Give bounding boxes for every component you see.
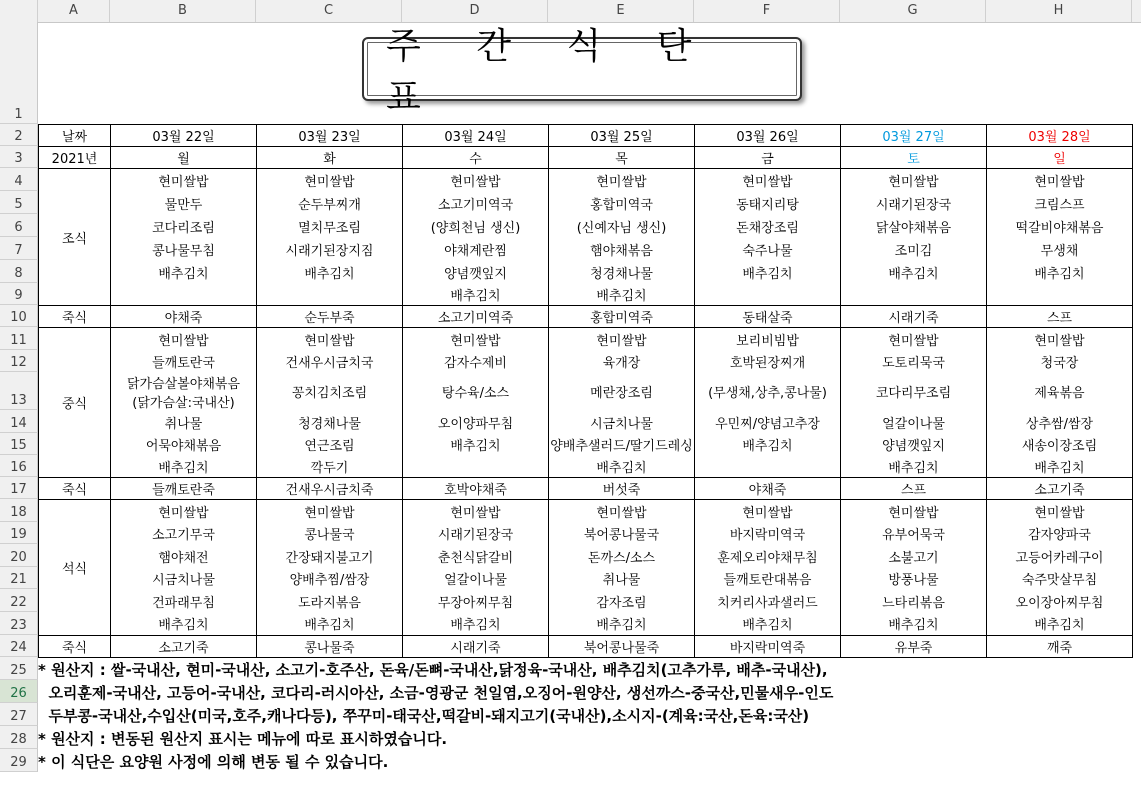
dinner-item[interactable]: 취나물 xyxy=(549,568,695,590)
dinner-item[interactable]: 감자양파국 xyxy=(987,523,1133,545)
breakfast-item[interactable] xyxy=(841,284,987,306)
breakfast-item[interactable]: 시래기된장국 xyxy=(841,192,987,215)
dinner-item[interactable]: 들깨토란대볶음 xyxy=(695,568,841,590)
row-header-7[interactable]: 7 xyxy=(0,237,38,260)
table-row xyxy=(39,238,1133,261)
dinner-item[interactable]: 무장아찌무침 xyxy=(403,590,549,613)
select-all-corner[interactable] xyxy=(0,0,38,22)
row-header-1[interactable]: 1 xyxy=(0,22,38,124)
dinner-item[interactable]: 감자조림 xyxy=(549,590,695,613)
lunch-item[interactable]: 현미쌀밥 xyxy=(257,328,403,351)
breakfast-item[interactable]: 현미쌀밥 xyxy=(695,169,841,192)
row-header-24[interactable]: 24 xyxy=(0,635,38,657)
note-line: 오리훈제-국내산, 고등어-국내산, 코다리-러시아산, 소금-영광군 천일염,오징어-원양산, 생선까스-중국산,민물새우-인도 xyxy=(38,684,834,702)
lunch-item[interactable]: 배추김치 xyxy=(695,434,841,456)
breakfast-item[interactable]: 닭살야채볶음 xyxy=(841,215,987,238)
breakfast-item[interactable]: (양희천님 생신) xyxy=(403,215,549,238)
row-header-8[interactable]: 8 xyxy=(0,260,38,283)
row-header-20[interactable]: 20 xyxy=(0,544,38,567)
table-row xyxy=(39,328,1133,351)
weekday-cell[interactable]: 목 xyxy=(549,147,695,169)
row-header-11[interactable]: 11 xyxy=(0,327,38,350)
dinner-item[interactable]: 간장돼지불고기 xyxy=(257,545,403,568)
breakfast-item[interactable]: 햄야채볶음 xyxy=(549,238,695,261)
table-row xyxy=(39,545,1133,568)
table-row xyxy=(39,261,1133,284)
porridge-label[interactable]: 죽식 xyxy=(39,636,111,658)
table-row xyxy=(39,169,1133,192)
porridge-item[interactable]: 깨죽 xyxy=(987,636,1133,658)
breakfast-item[interactable]: 멸치무조림 xyxy=(257,215,403,238)
table-row xyxy=(39,613,1133,636)
breakfast-item[interactable]: 배추김치 xyxy=(695,261,841,284)
lunch-item[interactable]: 감자수제비 xyxy=(403,351,549,373)
table-row xyxy=(39,456,1133,478)
porridge-item[interactable]: 소고기죽 xyxy=(111,636,257,658)
lunch-item[interactable]: 코다리무조림 xyxy=(841,373,987,411)
row-header-4[interactable]: 4 xyxy=(0,168,38,191)
breakfast-item[interactable]: 배추김치 xyxy=(549,284,695,306)
lunch-item[interactable]: 얼갈이나물 xyxy=(841,411,987,434)
date-cell[interactable]: 03월 24일 xyxy=(403,125,549,147)
porridge-item[interactable]: 야채죽 xyxy=(111,306,257,328)
lunch-item[interactable]: 상추쌈/쌈장 xyxy=(987,411,1133,434)
porridge-item[interactable]: 들깨토란죽 xyxy=(111,478,257,500)
table-row xyxy=(39,192,1133,215)
dinner-item[interactable]: 배추김치 xyxy=(987,613,1133,636)
dinner-item[interactable]: 현미쌀밥 xyxy=(841,500,987,523)
column-header-a[interactable]: A xyxy=(38,0,110,22)
dinner-item[interactable]: 배추김치 xyxy=(841,613,987,636)
breakfast-item[interactable]: 무생채 xyxy=(987,238,1133,261)
date-label[interactable]: 날짜 xyxy=(39,125,111,147)
lunch-item[interactable]: 현미쌀밥 xyxy=(403,328,549,351)
dinner-item[interactable]: 건파래무침 xyxy=(111,590,257,613)
lunch-item[interactable]: 양념깻잎지 xyxy=(841,434,987,456)
weekday-cell[interactable]: 월 xyxy=(111,147,257,169)
dinner-item[interactable]: 현미쌀밥 xyxy=(987,500,1133,523)
row-header-16[interactable]: 16 xyxy=(0,455,38,477)
lunch-item[interactable]: 탕수육/소스 xyxy=(403,373,549,411)
column-header-b[interactable]: B xyxy=(110,0,256,22)
dinner-item[interactable]: 양배추찜/쌈장 xyxy=(257,568,403,590)
row-header-14[interactable]: 14 xyxy=(0,410,38,433)
row-header-6[interactable]: 6 xyxy=(0,214,38,237)
breakfast-item[interactable]: 숙주나물 xyxy=(695,238,841,261)
lunch-item[interactable]: 배추김치 xyxy=(111,456,257,478)
breakfast-item[interactable]: 코다리조림 xyxy=(111,215,257,238)
porridge-item[interactable]: 스프 xyxy=(987,306,1133,328)
porridge-item[interactable]: 야채죽 xyxy=(695,478,841,500)
lunch-item[interactable]: 꽁치김치조림 xyxy=(257,373,403,411)
dinner-item[interactable]: 숙주맛살무침 xyxy=(987,568,1133,590)
row-header-27[interactable]: 27 xyxy=(0,703,38,726)
dinner-item[interactable]: 현미쌀밥 xyxy=(111,500,257,523)
lunch-item[interactable]: 현미쌀밥 xyxy=(111,328,257,351)
column-header-f[interactable]: F xyxy=(694,0,840,22)
lunch-item[interactable]: 청경채나물 xyxy=(257,411,403,434)
weekday-cell[interactable]: 일 xyxy=(987,147,1133,169)
breakfast-item[interactable]: 청경채나물 xyxy=(549,261,695,284)
porridge-item[interactable]: 소고기미역죽 xyxy=(403,306,549,328)
porridge-item[interactable]: 건새우시금치죽 xyxy=(257,478,403,500)
row-header-23[interactable]: 23 xyxy=(0,612,38,635)
dinner-item[interactable]: 콩나물국 xyxy=(257,523,403,545)
table-row xyxy=(39,306,1133,328)
lunch-item[interactable]: 현미쌀밥 xyxy=(841,328,987,351)
breakfast-item[interactable]: 떡갈비야채볶음 xyxy=(987,215,1133,238)
row-header-29[interactable]: 29 xyxy=(0,749,38,772)
row-header-28[interactable]: 28 xyxy=(0,726,38,749)
breakfast-item[interactable]: 시래기된장지짐 xyxy=(257,238,403,261)
breakfast-item[interactable] xyxy=(695,284,841,306)
weekday-cell[interactable]: 금 xyxy=(695,147,841,169)
lunch-item[interactable]: 오이양파무침 xyxy=(403,411,549,434)
porridge-item[interactable]: 콩나물죽 xyxy=(257,636,403,658)
dinner-item[interactable]: 오이장아찌무침 xyxy=(987,590,1133,613)
dinner-item[interactable]: 춘천식닭갈비 xyxy=(403,545,549,568)
column-header-h[interactable]: H xyxy=(986,0,1132,22)
lunch-item[interactable]: 현미쌀밥 xyxy=(987,328,1133,351)
lunch-item[interactable]: 양배추샐러드/딸기드레싱 xyxy=(549,434,695,456)
dinner-item[interactable]: 현미쌀밥 xyxy=(695,500,841,523)
breakfast-item[interactable]: 배추김치 xyxy=(257,261,403,284)
lunch-item[interactable] xyxy=(695,456,841,478)
breakfast-item[interactable]: 현미쌀밥 xyxy=(403,169,549,192)
lunch-item[interactable]: 시금치나물 xyxy=(549,411,695,434)
porridge-item[interactable]: 스프 xyxy=(841,478,987,500)
breakfast-item[interactable]: 배추김치 xyxy=(841,261,987,284)
breakfast-item[interactable]: 돈채장조림 xyxy=(695,215,841,238)
porridge-item[interactable]: 순두부죽 xyxy=(257,306,403,328)
table-row xyxy=(39,147,1133,169)
dinner-item[interactable]: 소고기무국 xyxy=(111,523,257,545)
porridge-item[interactable]: 호박야채죽 xyxy=(403,478,549,500)
menu-title: 주 간 식 단 표 xyxy=(362,37,802,101)
weekday-cell[interactable]: 토 xyxy=(841,147,987,169)
lunch-item[interactable]: 깍두기 xyxy=(257,456,403,478)
row-header-9[interactable]: 9 xyxy=(0,283,38,305)
dinner-item[interactable]: 소불고기 xyxy=(841,545,987,568)
lunch-item[interactable]: 현미쌀밥 xyxy=(549,328,695,351)
porridge-item[interactable]: 동태살죽 xyxy=(695,306,841,328)
year-label[interactable]: 2021년 xyxy=(39,147,111,169)
lunch-item[interactable] xyxy=(403,456,549,478)
breakfast-item[interactable]: 배추김치 xyxy=(987,261,1133,284)
table-row xyxy=(39,590,1133,613)
row-header-19[interactable]: 19 xyxy=(0,522,38,544)
breakfast-item[interactable]: 순두부찌개 xyxy=(257,192,403,215)
lunch-item[interactable]: 연근조림 xyxy=(257,434,403,456)
table-row xyxy=(39,434,1133,456)
lunch-label[interactable]: 중식 xyxy=(39,328,111,478)
breakfast-item[interactable]: 배추김치 xyxy=(111,261,257,284)
column-header-g[interactable]: G xyxy=(840,0,986,22)
porridge-item[interactable]: 버섯죽 xyxy=(549,478,695,500)
lunch-item[interactable]: (무생채,상추,콩나물) xyxy=(695,373,841,411)
date-cell[interactable]: 03월 28일 xyxy=(987,125,1133,147)
table-row xyxy=(39,284,1133,306)
breakfast-item[interactable]: 동태지리탕 xyxy=(695,192,841,215)
row-header-22[interactable]: 22 xyxy=(0,589,38,612)
dinner-item[interactable]: 시래기된장국 xyxy=(403,523,549,545)
lunch-item[interactable]: 새송이장조림 xyxy=(987,434,1133,456)
row-header-25[interactable]: 25 xyxy=(0,657,38,680)
row-header-15[interactable]: 15 xyxy=(0,433,38,455)
dinner-item[interactable]: 시금치나물 xyxy=(111,568,257,590)
lunch-item[interactable]: 도토리묵국 xyxy=(841,351,987,373)
note-line: * 원산지 : 쌀-국내산, 현미-국내산, 소고기-호주산, 돈육/돈뼈-국내산,닭정육-국내산, 배추김치(고추가루, 배추-국내산), xyxy=(38,661,828,679)
note-line: * 원산지 : 변동된 원산지 표시는 메뉴에 따로 표시하였습니다. xyxy=(38,730,448,748)
lunch-item[interactable]: 호박된장찌개 xyxy=(695,351,841,373)
table-row xyxy=(39,478,1133,500)
dinner-label[interactable]: 석식 xyxy=(39,500,111,636)
row-header-3[interactable]: 3 xyxy=(0,146,38,168)
breakfast-item[interactable] xyxy=(987,284,1133,306)
lunch-item[interactable]: 닭가슴살볼야채볶음 (닭가슴살:국내산) xyxy=(111,373,257,411)
table-row xyxy=(39,351,1133,373)
row-header-13[interactable]: 13 xyxy=(0,372,38,410)
menu-table xyxy=(38,124,1133,658)
porridge-item[interactable]: 시래기죽 xyxy=(841,306,987,328)
row-header-10[interactable]: 10 xyxy=(0,305,38,327)
dinner-item[interactable]: 북어콩나물국 xyxy=(549,523,695,545)
porridge-item[interactable]: 바지락미역죽 xyxy=(695,636,841,658)
breakfast-item[interactable]: 홍합미역국 xyxy=(549,192,695,215)
table-row xyxy=(39,523,1133,545)
table-row xyxy=(39,636,1133,658)
breakfast-item[interactable]: 조미김 xyxy=(841,238,987,261)
dinner-item[interactable]: 햄야채전 xyxy=(111,545,257,568)
lunch-item[interactable]: 건새우시금치국 xyxy=(257,351,403,373)
breakfast-item[interactable]: 배추김치 xyxy=(403,284,549,306)
lunch-item[interactable]: 어묵야채볶음 xyxy=(111,434,257,456)
date-cell[interactable]: 03월 27일 xyxy=(841,125,987,147)
dinner-item[interactable]: 도라지볶음 xyxy=(257,590,403,613)
lunch-item[interactable]: 들깨토란국 xyxy=(111,351,257,373)
breakfast-item[interactable]: 물만두 xyxy=(111,192,257,215)
table-row xyxy=(39,500,1133,523)
date-cell[interactable]: 03월 22일 xyxy=(111,125,257,147)
dinner-item[interactable]: 배추김치 xyxy=(111,613,257,636)
table-row xyxy=(39,215,1133,238)
row-header-2[interactable]: 2 xyxy=(0,124,38,146)
lunch-item[interactable]: 배추김치 xyxy=(549,456,695,478)
date-cell[interactable]: 03월 25일 xyxy=(549,125,695,147)
dinner-item[interactable]: 방풍나물 xyxy=(841,568,987,590)
dinner-item[interactable]: 훈제오리야채무침 xyxy=(695,545,841,568)
porridge-item[interactable]: 소고기죽 xyxy=(987,478,1133,500)
porridge-item[interactable]: 유부죽 xyxy=(841,636,987,658)
breakfast-item[interactable]: 콩나물무침 xyxy=(111,238,257,261)
dinner-item[interactable]: 배추김치 xyxy=(549,613,695,636)
column-header-c[interactable]: C xyxy=(256,0,402,22)
dinner-item[interactable]: 배추김치 xyxy=(257,613,403,636)
porridge-label[interactable]: 죽식 xyxy=(39,478,111,500)
dinner-item[interactable]: 바지락미역국 xyxy=(695,523,841,545)
breakfast-label[interactable]: 조식 xyxy=(39,169,111,306)
breakfast-item[interactable]: 소고기미역국 xyxy=(403,192,549,215)
porridge-label[interactable]: 죽식 xyxy=(39,306,111,328)
lunch-item[interactable]: 취나물 xyxy=(111,411,257,434)
row-header-12[interactable]: 12 xyxy=(0,350,38,372)
table-row xyxy=(39,568,1133,590)
lunch-item[interactable]: 배추김치 xyxy=(841,456,987,478)
date-cell[interactable]: 03월 23일 xyxy=(257,125,403,147)
breakfast-item[interactable]: 현미쌀밥 xyxy=(257,169,403,192)
row-header-21[interactable]: 21 xyxy=(0,567,38,589)
breakfast-item[interactable]: 현미쌀밥 xyxy=(549,169,695,192)
dinner-item[interactable]: 배추김치 xyxy=(403,613,549,636)
table-row xyxy=(39,373,1133,411)
table-row xyxy=(39,411,1133,434)
dinner-item[interactable]: 고등어카레구이 xyxy=(987,545,1133,568)
dinner-item[interactable]: 현미쌀밥 xyxy=(549,500,695,523)
dinner-item[interactable]: 현미쌀밥 xyxy=(403,500,549,523)
lunch-item[interactable]: 배추김치 xyxy=(987,456,1133,478)
weekday-cell[interactable]: 수 xyxy=(403,147,549,169)
dinner-item[interactable]: 유부어묵국 xyxy=(841,523,987,545)
date-cell[interactable]: 03월 26일 xyxy=(695,125,841,147)
row-header-18[interactable]: 18 xyxy=(0,499,38,522)
breakfast-item[interactable] xyxy=(257,284,403,306)
breakfast-item[interactable]: (신예자님 생신) xyxy=(549,215,695,238)
lunch-item[interactable]: 보리비빔밥 xyxy=(695,328,841,351)
breakfast-item[interactable]: 야채계란찜 xyxy=(403,238,549,261)
breakfast-item[interactable]: 현미쌀밥 xyxy=(111,169,257,192)
weekday-cell[interactable]: 화 xyxy=(257,147,403,169)
porridge-item[interactable]: 북어콩나물죽 xyxy=(549,636,695,658)
note-line: 두부콩-국내산,수입산(미국,호주,캐나다등), 쭈꾸미-태국산,떡갈비-돼지고기(국내산),소시지-(계육:국산,돈육:국산) xyxy=(38,707,810,725)
porridge-item[interactable]: 홍합미역죽 xyxy=(549,306,695,328)
row-header-5[interactable]: 5 xyxy=(0,191,38,214)
porridge-item[interactable]: 시래기죽 xyxy=(403,636,549,658)
breakfast-item[interactable]: 크림스프 xyxy=(987,192,1133,215)
lunch-item[interactable]: 우민찌/양념고추장 xyxy=(695,411,841,434)
dinner-item[interactable]: 돈까스/소스 xyxy=(549,545,695,568)
dinner-item[interactable]: 치커리사과샐러드 xyxy=(695,590,841,613)
note-line: * 이 식단은 요양원 사정에 의해 변동 될 수 있습니다. xyxy=(38,753,389,771)
breakfast-item[interactable]: 현미쌀밥 xyxy=(987,169,1133,192)
dinner-item[interactable]: 배추김치 xyxy=(695,613,841,636)
lunch-item[interactable]: 제육볶음 xyxy=(987,373,1133,411)
lunch-item[interactable]: 청국장 xyxy=(987,351,1133,373)
lunch-item[interactable]: 배추김치 xyxy=(403,434,549,456)
dinner-item[interactable]: 현미쌀밥 xyxy=(257,500,403,523)
lunch-item[interactable]: 육개장 xyxy=(549,351,695,373)
dinner-item[interactable]: 느타리볶음 xyxy=(841,590,987,613)
row-header-26[interactable]: 26 xyxy=(0,680,38,703)
breakfast-item[interactable]: 현미쌀밥 xyxy=(841,169,987,192)
row-header-17[interactable]: 17 xyxy=(0,477,38,499)
column-header-d[interactable]: D xyxy=(402,0,548,22)
dinner-item[interactable]: 얼갈이나물 xyxy=(403,568,549,590)
breakfast-item[interactable]: 양념깻잎지 xyxy=(403,261,549,284)
column-header-e[interactable]: E xyxy=(548,0,694,22)
lunch-item[interactable]: 메란장조림 xyxy=(549,373,695,411)
breakfast-item[interactable] xyxy=(111,284,257,306)
table-row xyxy=(39,125,1133,147)
